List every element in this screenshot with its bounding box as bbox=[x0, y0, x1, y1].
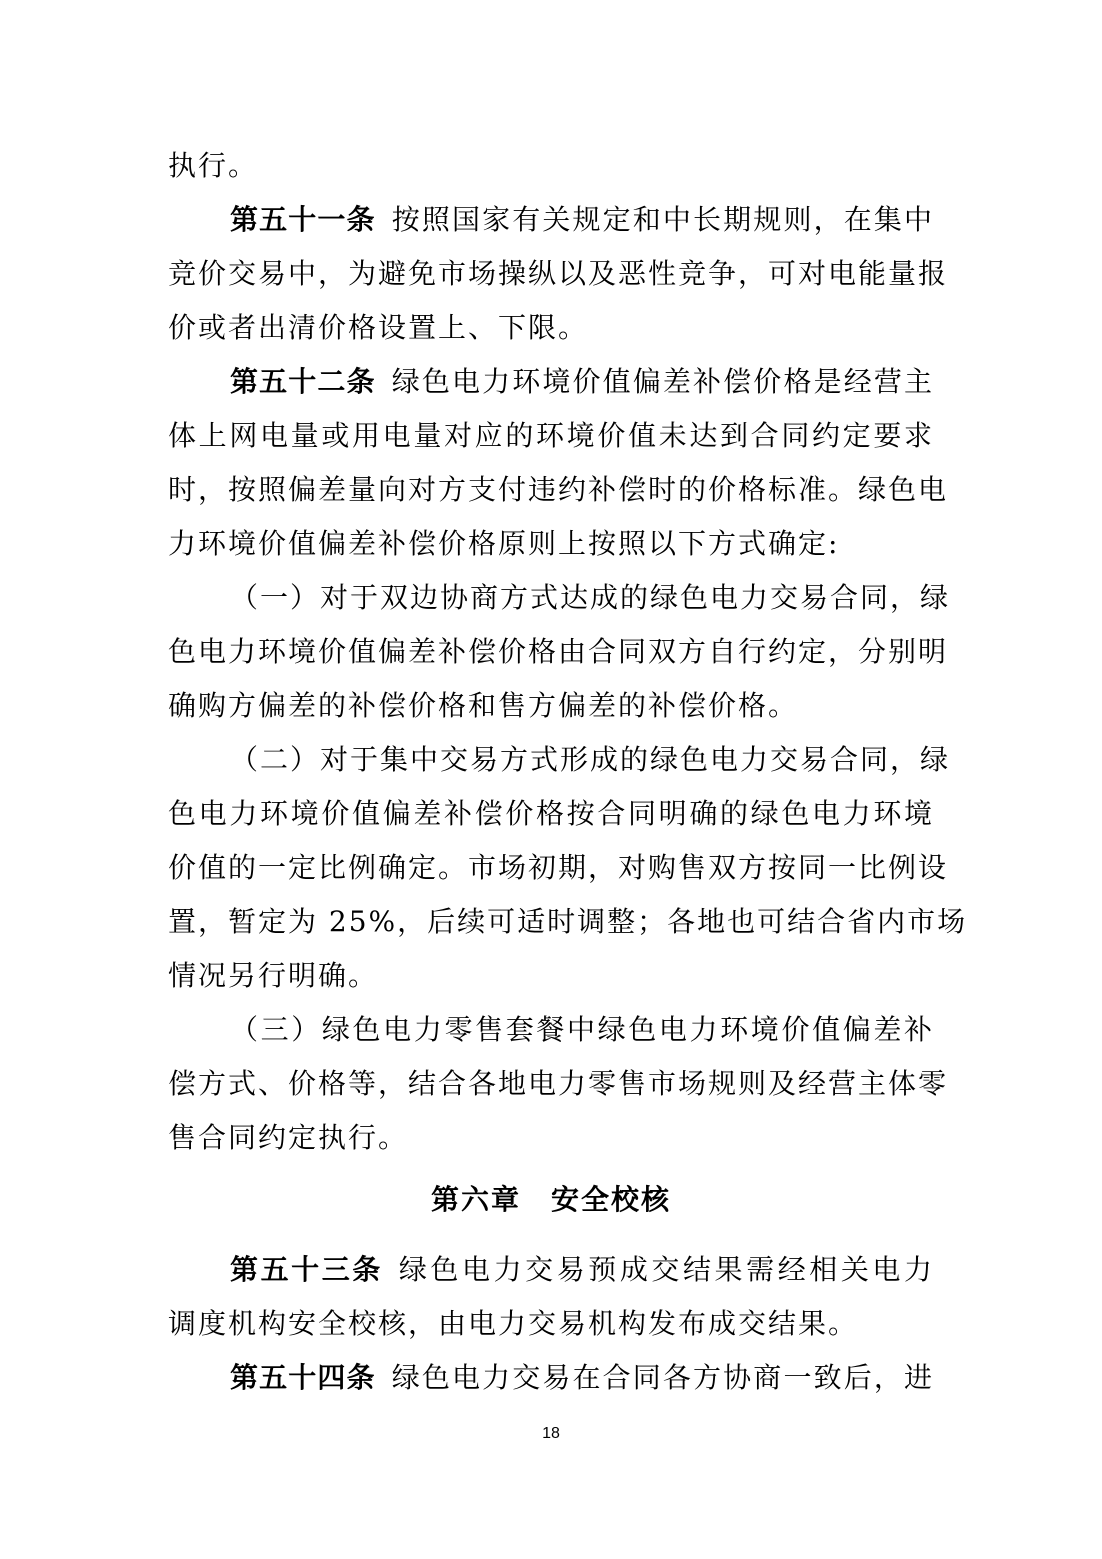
paragraph-line bbox=[168, 794, 934, 834]
line-text: 竞价交易中，为避免市场操纵以及恶性竞争，可对电能量报 bbox=[168, 257, 949, 290]
line-text: （三）绿色电力零售套餐中绿色电力环境价值偏差补 bbox=[230, 1013, 934, 1046]
line-text: 绿色电力环境价值偏差补偿价格是经营主 bbox=[391, 365, 934, 398]
article-number: 第五十四条 bbox=[230, 1361, 376, 1394]
paragraph-line bbox=[168, 902, 968, 942]
paragraph-line bbox=[168, 1064, 949, 1104]
paragraph-line bbox=[168, 1118, 934, 1158]
line-text: 价或者出清价格设置上、下限。 bbox=[168, 311, 589, 344]
line-text: 情况另行明确。 bbox=[168, 959, 379, 992]
line-text: （二）对于集中交易方式形成的绿色电力交易合同，绿 bbox=[230, 743, 951, 776]
line-text: 力环境价值偏差补偿价格原则上按照以下方式确定: bbox=[168, 527, 840, 560]
line-text: 绿色电力交易在合同各方协商一致后，进 bbox=[391, 1361, 934, 1394]
article-54-first-line bbox=[230, 1358, 934, 1398]
article-53-first-line bbox=[230, 1250, 934, 1290]
line-text: 偿方式、价格等，结合各地电力零售市场规则及经营主体零 bbox=[168, 1067, 949, 1100]
paragraph-line bbox=[168, 686, 934, 726]
article-52-first-line bbox=[230, 362, 934, 402]
line-text: 执行。 bbox=[168, 149, 259, 182]
paragraph-line bbox=[168, 254, 949, 294]
paragraph-line bbox=[168, 956, 934, 996]
paragraph-line bbox=[168, 308, 934, 348]
item-2-first-line bbox=[230, 740, 951, 780]
paragraph-line bbox=[168, 416, 934, 456]
line-text: 时，按照偏差量向对方支付违约补偿时的价格标准。绿色电 bbox=[168, 473, 949, 506]
line-text: 调度机构安全校核，由电力交易机构发布成交结果。 bbox=[168, 1307, 859, 1340]
article-number: 第五十二条 bbox=[230, 365, 376, 398]
line-text: 色电力环境价值偏差补偿价格由合同双方自行约定，分别明 bbox=[168, 635, 949, 668]
line-text: 绿色电力交易预成交结果需经相关电力 bbox=[398, 1253, 934, 1286]
item-3-first-line bbox=[230, 1010, 934, 1050]
paragraph-line bbox=[168, 470, 949, 510]
line-text: 售合同约定执行。 bbox=[168, 1121, 409, 1154]
paragraph-line bbox=[168, 848, 949, 888]
paragraph-line bbox=[168, 524, 934, 564]
line-text: 价值的一定比例确定。市场初期，对购售双方按同一比例设 bbox=[168, 851, 949, 884]
line-text: 确购方偏差的补偿价格和售方偏差的补偿价格。 bbox=[168, 689, 799, 722]
line-text: 体上网电量或用电量对应的环境价值未达到合同约定要求 bbox=[168, 419, 934, 452]
article-51-first-line bbox=[230, 200, 934, 240]
line-text: （一）对于双边协商方式达成的绿色电力交易合同，绿 bbox=[230, 581, 951, 614]
article-number: 第五十一条 bbox=[230, 203, 376, 236]
article-number: 第五十三条 bbox=[230, 1253, 383, 1286]
line-text: 置，暂定为 25%，后续可适时调整；各地也可结合省内市场 bbox=[168, 905, 968, 938]
paragraph-line bbox=[168, 632, 949, 672]
item-1-first-line bbox=[230, 578, 951, 618]
line-text: 按照国家有关规定和中长期规则，在集中 bbox=[391, 203, 934, 236]
line-text: 色电力环境价值偏差补偿价格按合同明确的绿色电力环境 bbox=[168, 797, 934, 830]
chapter-heading: 第六章 安全校核 bbox=[430, 1183, 671, 1216]
paragraph-line bbox=[168, 1304, 934, 1344]
paragraph-line bbox=[168, 146, 934, 186]
page-number: 18 bbox=[542, 1425, 560, 1442]
